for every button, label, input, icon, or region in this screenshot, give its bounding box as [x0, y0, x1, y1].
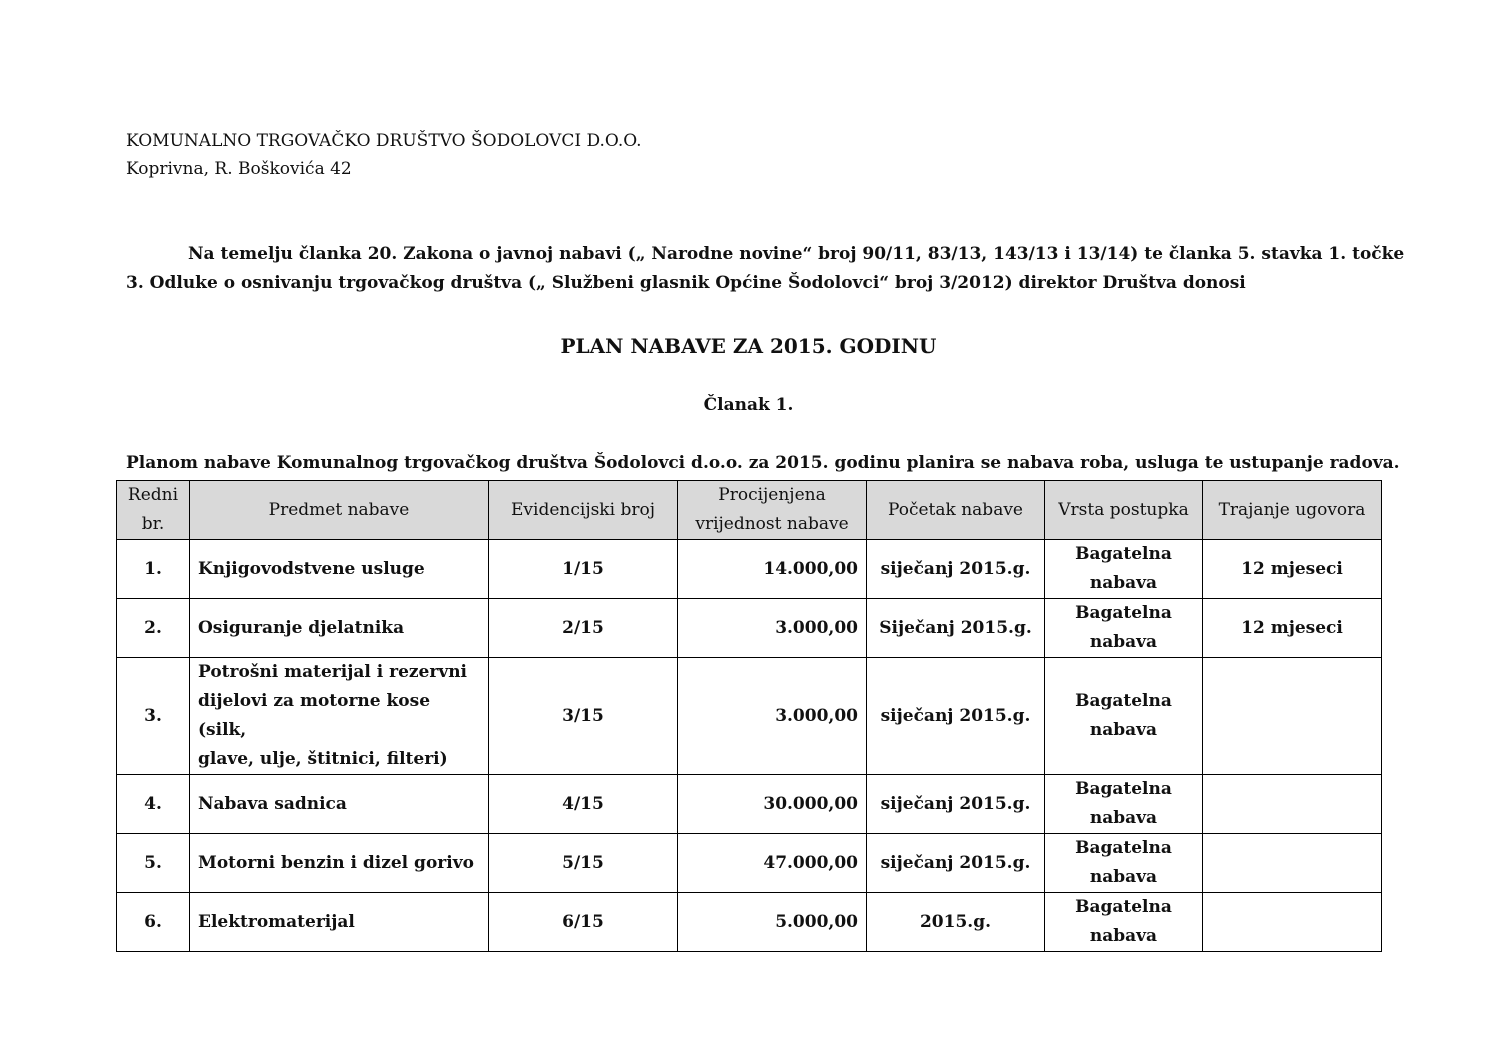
procurement-plan-table [116, 480, 1382, 952]
cell-evidence: 2/15 [489, 599, 678, 658]
subject-line: Potrošni materijal i rezervni [198, 662, 468, 682]
cell-evidence: 3/15 [489, 658, 678, 775]
cell-duration [1203, 893, 1382, 952]
article-heading: Članak 1. [703, 395, 794, 415]
procedure-line-2: nabava [1089, 720, 1158, 740]
cell-ordinal: 6. [117, 893, 190, 952]
procedure-line-2: nabava [1089, 632, 1158, 652]
procedure-line-2: nabava [1089, 867, 1158, 887]
cell-evidence: 4/15 [489, 775, 678, 834]
cell-value: 5.000,00 [678, 893, 867, 952]
table-row [117, 834, 1382, 893]
cell-ordinal: 5. [117, 834, 190, 893]
subject-line: Knjigovodstvene usluge [198, 558, 425, 579]
cell-procedure [1045, 775, 1203, 834]
cell-ordinal: 4. [117, 775, 190, 834]
cell-value: 30.000,00 [678, 775, 867, 834]
table-row [117, 599, 1382, 658]
cell-start: 2015.g. [867, 893, 1045, 952]
cell-start: siječanj 2015.g. [867, 775, 1045, 834]
cell-duration: 12 mjeseci [1203, 540, 1382, 599]
cell-duration: 12 mjeseci [1203, 599, 1382, 658]
cell-value: 14.000,00 [678, 540, 867, 599]
cell-evidence: 6/15 [489, 893, 678, 952]
cell-subject [190, 834, 489, 893]
intro-paragraph [126, 240, 1405, 298]
cell-subject [190, 893, 489, 952]
header-evidence-number: Evidencijski broj [489, 481, 678, 540]
cell-duration [1203, 775, 1382, 834]
cell-ordinal: 1. [117, 540, 190, 599]
header-duration: Trajanje ugovora [1203, 481, 1382, 540]
cell-evidence: 1/15 [489, 540, 678, 599]
procedure-line-1: Bagatelna [1075, 603, 1172, 623]
organization-name: KOMUNALNO TRGOVAČKO DRUŠTVO ŠODOLOVCI D.O.O. [126, 131, 642, 151]
header-ordinal-line-1: Redni [127, 485, 179, 505]
header-start: Početak nabave [867, 481, 1045, 540]
cell-ordinal: 3. [117, 658, 190, 775]
cell-duration [1203, 834, 1382, 893]
cell-value: 3.000,00 [678, 599, 867, 658]
table-header-row [117, 481, 1382, 540]
cell-procedure [1045, 658, 1203, 775]
cell-duration [1203, 658, 1382, 775]
subject-line: Elektromaterijal [198, 911, 355, 932]
intro-line-1: Na temelju članka 20. Zakona o javnoj nabavi („ Narodne novine“ broj 90/11, 83/13, 143/13 i 13/14) te članka 5. stavka 1. točke [188, 244, 1405, 264]
cell-subject [190, 658, 489, 775]
cell-value: 47.000,00 [678, 834, 867, 893]
procedure-line-2: nabava [1089, 573, 1158, 593]
header-estimated-value [678, 481, 867, 540]
cell-subject [190, 599, 489, 658]
procedure-line-1: Bagatelna [1075, 779, 1172, 799]
header-procedure: Vrsta postupka [1045, 481, 1203, 540]
cell-procedure [1045, 599, 1203, 658]
cell-procedure [1045, 893, 1203, 952]
table-row [117, 775, 1382, 834]
cell-start: siječanj 2015.g. [867, 540, 1045, 599]
cell-ordinal: 2. [117, 599, 190, 658]
header-value-line-1: Procijenjena [718, 485, 826, 505]
procedure-line-2: nabava [1089, 926, 1158, 946]
subject-line: Osiguranje djelatnika [198, 617, 405, 638]
cell-evidence: 5/15 [489, 834, 678, 893]
subject-line: Nabava sadnica [198, 793, 347, 814]
cell-subject [190, 540, 489, 599]
document-title: PLAN NABAVE ZA 2015. GODINU [560, 334, 937, 358]
subject-line: Motorni benzin i dizel gorivo [198, 852, 474, 873]
table-row [117, 540, 1382, 599]
header-ordinal [117, 481, 190, 540]
cell-start: siječanj 2015.g. [867, 834, 1045, 893]
header-ordinal-line-2: br. [141, 514, 165, 534]
organization-address: Koprivna, R. Boškovića 42 [126, 159, 352, 179]
subject-line: dijelovi za motorne kose (silk, [198, 691, 431, 740]
procedure-line-1: Bagatelna [1075, 544, 1172, 564]
procedure-line-1: Bagatelna [1075, 897, 1172, 917]
cell-procedure [1045, 834, 1203, 893]
header-value-line-2: vrijednost nabave [695, 514, 849, 534]
procedure-line-1: Bagatelna [1075, 691, 1172, 711]
lead-sentence: Planom nabave Komunalnog trgovačkog društva Šodolovci d.o.o. za 2015. godinu planira se nabava roba, usluga te ustupanje radova. [126, 453, 1400, 473]
cell-procedure [1045, 540, 1203, 599]
procedure-line-2: nabava [1089, 808, 1158, 828]
cell-subject [190, 775, 489, 834]
cell-start: siječanj 2015.g. [867, 658, 1045, 775]
intro-line-2: 3. Odluke o osnivanju trgovačkog društva („ Službeni glasnik Općine Šodolovci“ broj 3/2012) direktor Društva donosi [126, 273, 1246, 293]
subject-line: glave, ulje, štitnici, filteri) [198, 749, 448, 769]
header-subject: Predmet nabave [190, 481, 489, 540]
procedure-line-1: Bagatelna [1075, 838, 1172, 858]
table-row [117, 658, 1382, 775]
table-row [117, 893, 1382, 952]
cell-start: Siječanj 2015.g. [867, 599, 1045, 658]
cell-value: 3.000,00 [678, 658, 867, 775]
